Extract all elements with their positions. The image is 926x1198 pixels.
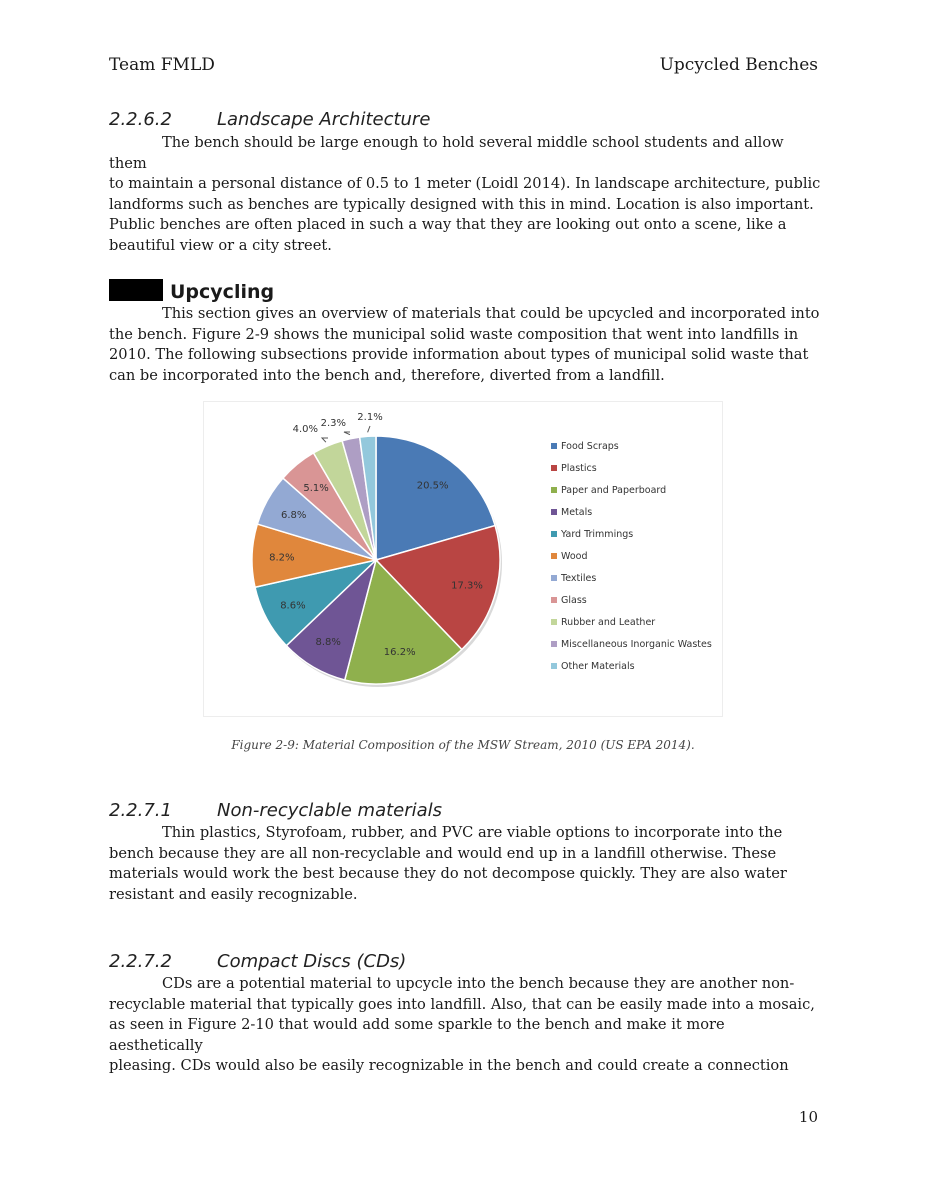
paragraph-227 (109, 304, 821, 386)
pie-data-label: 8.6% (280, 600, 306, 612)
legend-label: Rubber and Leather (561, 617, 656, 628)
paragraph-2262-line-3: landforms such as benches are typically designed with this in mind. Location is also important. (109, 195, 814, 213)
pie-data-label: 8.2% (269, 552, 295, 564)
legend-swatch (551, 487, 557, 493)
header-right: Upcycled Benches (659, 55, 818, 75)
paragraph-2272-line-2: recyclable material that typically goes into landfill. Also, that can be easily made into a mosaic, (109, 995, 815, 1013)
legend-swatch (551, 575, 557, 581)
heading-2271-number: 2.2.7.1 (109, 800, 172, 821)
paragraph-2271-line-2: bench because they are all non-recyclable and would end up in a landfill otherwise. These (109, 844, 777, 862)
legend-label: Food Scraps (561, 441, 619, 452)
legend-swatch (551, 597, 557, 603)
paragraph-2272-line-4: pleasing. CDs would also be easily recognizable in the bench and could create a connection (109, 1057, 789, 1074)
pie-data-label: 20.5% (416, 480, 449, 492)
legend-label: Textiles (561, 573, 597, 584)
legend-label: Other Materials (561, 661, 635, 672)
legend-swatch (551, 465, 557, 471)
legend-label: Wood (561, 551, 588, 562)
heading-2272-title: Compact Discs (CDs) (217, 951, 407, 972)
heading-2271 (109, 800, 442, 821)
pie-chart-svg (204, 402, 724, 718)
heading-227-title: Upcycling (170, 281, 275, 303)
pie-data-label: 2.1% (357, 412, 383, 423)
paragraph-227-line-2: the bench. Figure 2-9 shows the municipal solid waste composition that went into landfills in (109, 325, 799, 343)
paragraph-2271-line-4: resistant and easily recognizable. (109, 885, 358, 903)
legend-swatch (551, 509, 557, 515)
paragraph-2271-line-3: materials would work the best because they do not decompose quickly. They are also water (109, 865, 787, 882)
heading-2272 (109, 951, 406, 972)
legend-label: Miscellaneous Inorganic Wastes (561, 639, 712, 650)
pie-data-label: 2.3% (320, 418, 346, 429)
legend-swatch (551, 663, 557, 669)
paragraph-2262 (109, 133, 821, 256)
legend-swatch (551, 443, 557, 449)
heading-2271-title: Non-recyclable materials (217, 800, 443, 821)
pie-data-label: 17.3% (451, 580, 483, 592)
pie-data-label: 16.2% (383, 647, 416, 659)
pie-data-label: 8.8% (315, 637, 341, 649)
heading-2272-number: 2.2.7.2 (109, 951, 172, 972)
heading-227 (109, 279, 274, 303)
paragraph-2262-line-4: Public benches are often placed in such a way that they are looking out onto a scene, like a (109, 216, 787, 233)
paragraph-227-line-3: 2010. The following subsections provide information about types of municipal solid waste that (109, 346, 809, 363)
legend-swatch (551, 641, 557, 647)
legend-label: Metals (561, 507, 593, 518)
pie-leader-line (368, 426, 370, 432)
legend-swatch (551, 619, 557, 625)
paragraph-227-line-1: This section gives an overview of materials that could be upcycled and incorporated into (162, 305, 820, 322)
legend-swatch (551, 531, 557, 537)
pie-data-label: 4.0% (292, 424, 318, 435)
heading-2262 (109, 109, 430, 130)
legend-label: Paper and Paperboard (561, 485, 667, 496)
legend-label: Yard Trimmings (561, 529, 634, 540)
pie-data-label: 6.8% (280, 510, 307, 522)
paragraph-2271 (109, 823, 821, 905)
heading-2262-title: Landscape Architecture (217, 109, 431, 130)
page-number: 10 (798, 1108, 818, 1126)
pie-chart (203, 401, 723, 717)
figure-caption: Figure 2-9: Material Composition of the MSW Stream, 2010 (US EPA 2014). (231, 738, 695, 752)
paragraph-227-line-4: can be incorporated into the bench and, therefore, diverted from a landfill. (109, 366, 665, 384)
header-left: Team FMLD (109, 55, 215, 75)
paragraph-2262-line-2: to maintain a personal distance of 0.5 to 1 meter (Loidl 2014). In landscape architecture, public (109, 175, 821, 192)
pie-leader-line (322, 438, 328, 442)
paragraph-2272-line-1: CDs are a potential material to upcycle into the bench because they are another non- (162, 975, 795, 992)
paragraph-2262-line-5: beautiful view or a city street. (109, 236, 332, 254)
legend-swatch (551, 553, 557, 559)
paragraph-2272-line-3: as seen in Figure 2-10 that would add some sparkle to the bench and make it more aesthetically (109, 1016, 725, 1054)
legend-label: Glass (561, 595, 587, 606)
pie-data-label: 5.1% (303, 483, 329, 495)
paragraph-2262-line-1: The bench should be large enough to hold several middle school students and allow them (109, 134, 784, 172)
heading-2262-number: 2.2.6.2 (109, 109, 172, 130)
legend-label: Plastics (561, 463, 597, 474)
pie-leader-line (344, 432, 350, 435)
redaction-block (109, 279, 163, 301)
paragraph-2271-line-1: Thin plastics, Styrofoam, rubber, and PVC are viable options to incorporate into the (162, 824, 783, 841)
paragraph-2272 (109, 974, 821, 1077)
